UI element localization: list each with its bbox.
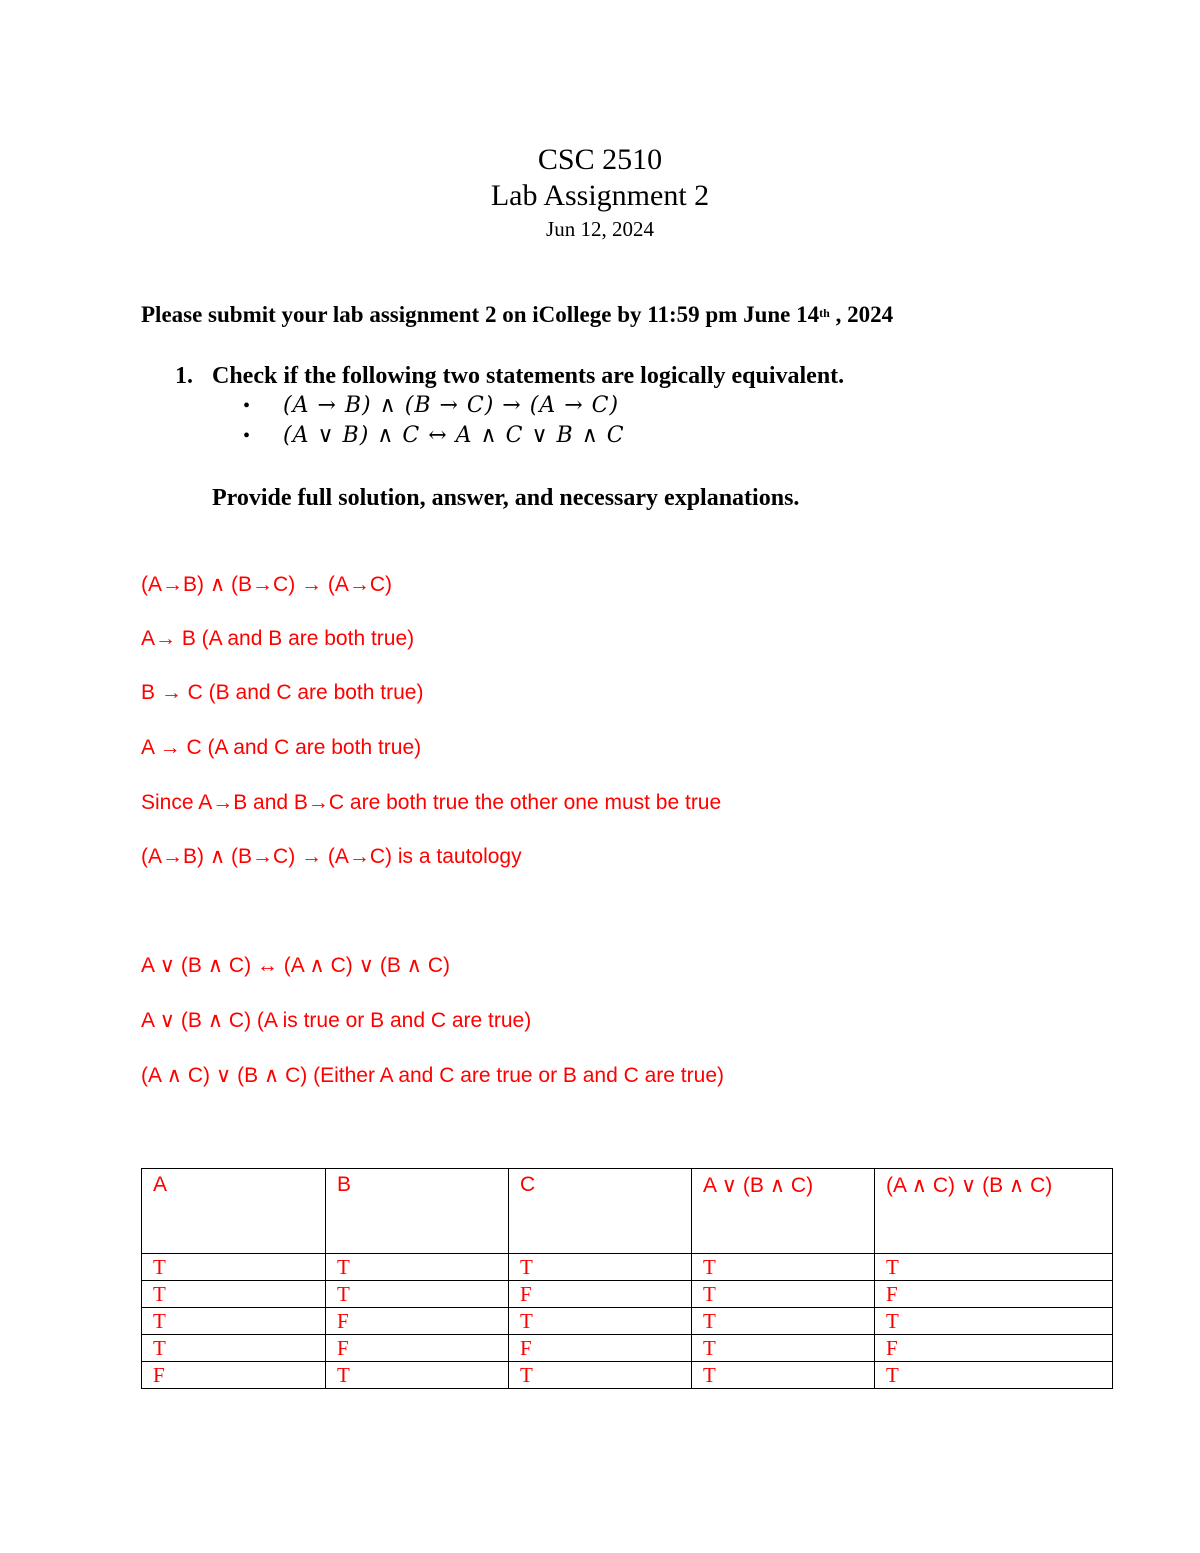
answer-line: A→ B (A and B are both true) — [141, 627, 415, 650]
instruction-main: Please submit your lab assignment 2 on iCollege by 11:59 pm June 14 — [141, 302, 820, 327]
table-cell: T — [326, 1254, 509, 1281]
table-row — [142, 1281, 1113, 1308]
table-header-cell: B — [326, 1169, 509, 1254]
table-cell: T — [509, 1254, 692, 1281]
table-row — [142, 1362, 1113, 1389]
truth-table — [141, 1168, 1113, 1389]
assignment-date: Jun 12, 2024 — [546, 217, 654, 241]
table-cell: F — [875, 1335, 1113, 1362]
table-cell: T — [326, 1362, 509, 1389]
formula-1: (A → B) ∧ (B → C) → (A → C) — [283, 393, 620, 418]
table-cell: T — [509, 1308, 692, 1335]
assignment-title: Lab Assignment 2 — [490, 179, 710, 212]
answer-line: B → C (B and C are both true) — [141, 681, 424, 704]
table-cell: T — [875, 1362, 1113, 1389]
table-cell: T — [142, 1308, 326, 1335]
bullet-icon: • — [243, 425, 251, 447]
table-cell: T — [142, 1254, 326, 1281]
submission-instruction — [141, 300, 893, 330]
table-cell: T — [875, 1254, 1113, 1281]
table-cell: F — [875, 1281, 1113, 1308]
answer-line: (A→B) ∧ (B→C) → (A→C) is a tautology — [141, 845, 522, 868]
table-cell: T — [692, 1335, 875, 1362]
answer-line: A ∨ (B ∧ C) ↔ (A ∧ C) ∨ (B ∧ C) — [141, 954, 451, 977]
table-cell: T — [326, 1281, 509, 1308]
table-header-cell: C — [509, 1169, 692, 1254]
answer-line: (A ∧ C) ∨ (B ∧ C) (Either A and C are true or B and C are true) — [141, 1064, 724, 1087]
instruction-end: , 2024 — [829, 302, 894, 327]
bullet-icon: • — [243, 395, 251, 417]
table-header-cell: A ∨ (B ∧ C) — [692, 1169, 875, 1254]
formula-2: (A ∨ B) ∧ C ↔ A ∧ C ∨ B ∧ C — [283, 423, 625, 448]
table-row — [142, 1254, 1113, 1281]
table-cell: T — [692, 1362, 875, 1389]
table-header-cell: A — [142, 1169, 326, 1254]
table-cell: T — [692, 1254, 875, 1281]
answer-line: A ∨ (B ∧ C) (A is true or B and C are true) — [141, 1009, 532, 1032]
table-header-row — [142, 1169, 1113, 1254]
table-header-cell: (A ∧ C) ∨ (B ∧ C) — [875, 1169, 1113, 1254]
table-cell: T — [692, 1281, 875, 1308]
table-cell: T — [875, 1308, 1113, 1335]
instruction-superscript: th — [819, 306, 830, 320]
question-text: Check if the following two statements are logically equivalent. — [212, 363, 845, 389]
table-row — [142, 1335, 1113, 1362]
table-cell: F — [509, 1281, 692, 1308]
answer-line: (A→B) ∧ (B→C) → (A→C) — [141, 573, 393, 596]
table-row — [142, 1308, 1113, 1335]
question-instruction: Provide full solution, answer, and necessary explanations. — [212, 485, 800, 511]
table-cell: T — [142, 1335, 326, 1362]
question-number: 1. — [175, 363, 193, 389]
answer-line: A → C (A and C are both true) — [141, 736, 422, 759]
table-cell: F — [142, 1362, 326, 1389]
answer-line: Since A→B and B→C are both true the other one must be true — [141, 791, 722, 814]
table-cell: T — [509, 1362, 692, 1389]
table-cell: F — [509, 1335, 692, 1362]
table-cell: F — [326, 1335, 509, 1362]
table-cell: T — [692, 1308, 875, 1335]
table-cell: T — [142, 1281, 326, 1308]
table-cell: F — [326, 1308, 509, 1335]
course-title: CSC 2510 — [537, 143, 663, 176]
